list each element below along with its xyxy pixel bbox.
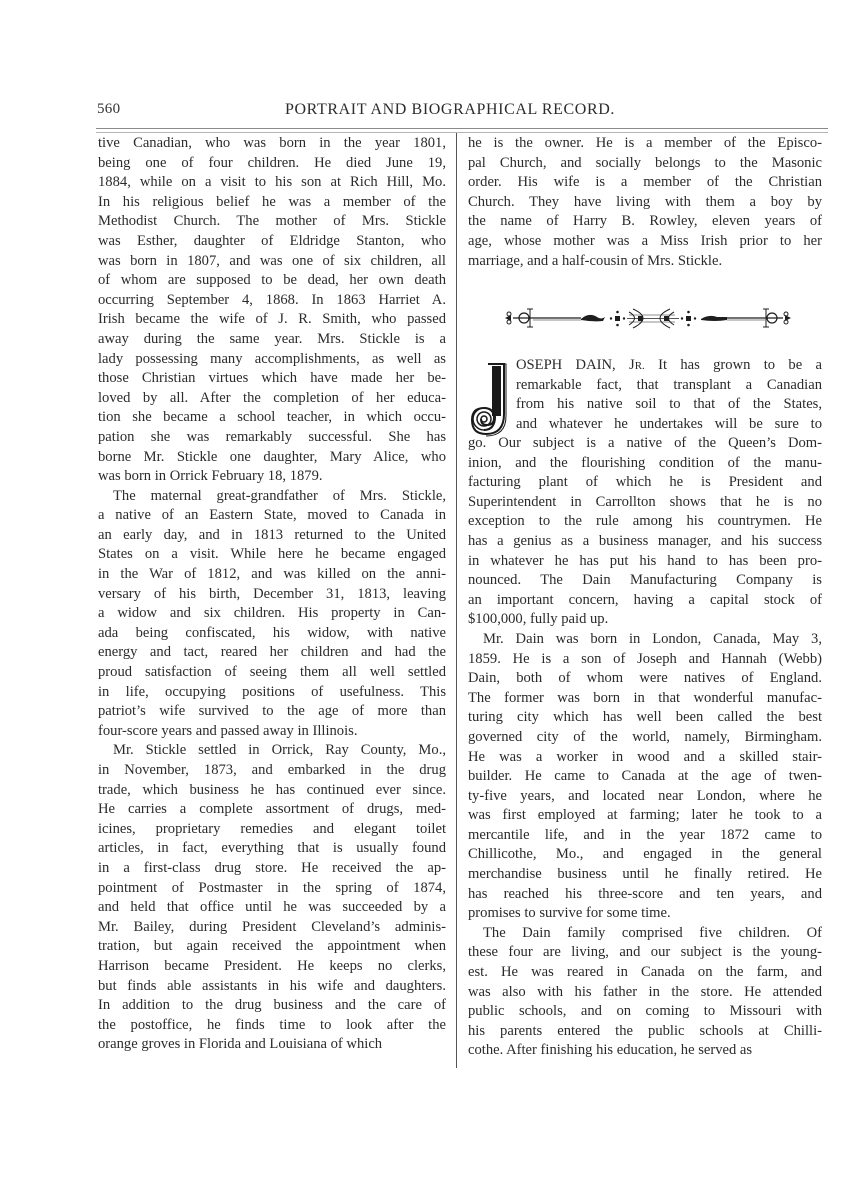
text-line: pal Church, and socially belongs to the Masonic	[468, 154, 822, 171]
text-line: in November, 1873, and embarked in the drug	[98, 762, 446, 778]
text-line: Irish became the wife of J. R. Smith, who passed	[98, 311, 446, 328]
text-line: in whatever he has put his hand to has been pro-	[468, 552, 822, 569]
text-line: Mr. Bailey, during President Cleveland’s adminis-	[98, 918, 446, 935]
suffix-initial: J	[629, 357, 635, 373]
text-line: icines, proprietary remedies and elegant toilet	[98, 820, 446, 837]
text-line: Mr. Stickle settled in Orrick, Ray County, Mo.,	[113, 742, 446, 759]
paragraph	[98, 134, 446, 487]
text-line: nounced. The Dain Manufacturing Company is	[468, 572, 822, 589]
first-line-text: It has grown to be a	[658, 357, 822, 373]
dropcap-wrapped-lines	[468, 376, 822, 435]
name-suffix	[629, 357, 645, 373]
page-number: 560	[97, 101, 121, 117]
text-line: inion, and the flourishing condition of the manu-	[468, 454, 822, 471]
text-line: was born in 1807, and was one of six children, all	[98, 252, 446, 269]
text-line: Church. They have living with them a boy by	[468, 193, 822, 210]
running-title: PORTRAIT AND BIOGRAPHICAL RECORD.	[285, 101, 615, 118]
text-line: away during the same year. Mrs. Stickle is a	[98, 330, 446, 347]
subject-name: OSEPH DAIN,	[516, 357, 616, 373]
text-line: occurring September 4, 1868. In 1863 Harriet A.	[98, 291, 446, 308]
text-line: tration, but again received the appointment when	[98, 938, 446, 955]
text-line: proud satisfaction of seeing them all well settled	[98, 664, 446, 681]
text-line: and whatever he undertakes will be sure to	[516, 415, 822, 432]
decorative-divider-icon	[503, 303, 793, 333]
text-line: merchandise business until he finally retired. He	[468, 866, 822, 883]
paragraph	[468, 134, 822, 271]
text-line: Chillicothe, Mo., and engaged in the general	[468, 846, 822, 863]
text-line: being one of four children. He died June 19,	[98, 154, 446, 171]
text-line: ty-five years, and located near London, where he	[468, 787, 822, 804]
text-line: was also with his father in the store. He attended	[468, 983, 822, 1000]
text-line: but finds able assistants in his wife and daughters.	[98, 977, 446, 994]
text-line: remarkable fact, that transplant a Canadian	[516, 376, 822, 393]
text-line: in a first-class drug store. He received the ap-	[98, 859, 446, 876]
text-line: In addition to the drug business and the care of	[98, 997, 446, 1014]
text-line: in the War of 1812, and was killed on the anni-	[98, 566, 446, 583]
paragraph	[468, 630, 822, 924]
text-line: those Christian virtues which have made her be-	[98, 370, 446, 387]
text-line: facturing plant of which he is President and	[468, 474, 822, 491]
text-line: States on a visit. While here he became engaged	[98, 546, 446, 563]
header-rule-secondary	[96, 132, 828, 133]
text-line: trade, which business he has continued ever since.	[98, 781, 446, 798]
text-line: has a genius as a business manager, and his success	[468, 532, 822, 549]
text-line: articles, in fact, everything that is usually found	[98, 840, 446, 857]
suffix-rest: R.	[634, 360, 645, 372]
paragraph	[468, 924, 822, 1061]
text-line: four-score years and passed away in Illinois.	[98, 722, 358, 739]
text-line: mercantile life, and in the year 1872 came to	[468, 826, 822, 843]
left-column	[98, 134, 446, 1055]
text-line: public schools, and on coming to Missouri with	[468, 1003, 822, 1020]
text-line: $100,000, fully paid up.	[468, 611, 609, 628]
text-line: promises to survive for some time.	[468, 905, 671, 922]
text-line: Dain, both of whom were natives of England.	[468, 670, 822, 687]
text-line: tive Canadian, who was born in the year 1801,	[98, 135, 446, 151]
text-line: was first employed at farming; later he took to a	[468, 807, 822, 824]
text-line: pointment of Postmaster in the spring of 1874,	[98, 879, 446, 896]
text-line: builder. He came to Canada at the age of twen-	[468, 768, 822, 785]
biography-opening	[468, 356, 822, 434]
text-line: order. His wife is a member of the Christian	[468, 174, 822, 191]
text-line: orange groves in Florida and Louisiana of which	[98, 1036, 383, 1053]
text-line: and held that office until he was succeeded by a	[98, 899, 446, 916]
text-line: exception to the rule among his countrymen. He	[468, 513, 822, 530]
text-line: In his religious belief he was a member of the	[98, 193, 446, 210]
text-line: the name of Harry B. Rowley, eleven years of	[468, 213, 822, 230]
text-line: 1884, while on a visit to his son at Rich Hill, Mo.	[98, 174, 446, 191]
text-line: a native of an Eastern State, moved to Canada in	[98, 507, 446, 524]
text-line: age, whose mother was a Miss Irish prior to her	[468, 232, 822, 249]
biography-first-line	[516, 356, 822, 376]
text-line: turing city which has well been called the best	[468, 709, 822, 726]
text-line: has reached his three-score and ten years, and	[468, 885, 822, 902]
text-line: est. He was reared in Canada on the farm, and	[468, 964, 822, 981]
paragraph	[98, 741, 446, 1055]
drop-cap-j-icon	[468, 362, 512, 438]
text-line: 1859. He is a son of Joseph and Hannah (Webb)	[468, 650, 822, 667]
paragraph	[98, 487, 446, 742]
text-line: a widow and six children. His property in Can-	[98, 605, 446, 622]
text-line: was born in Orrick February 18, 1879.	[98, 468, 323, 485]
text-line: he is the owner. He is a member of the Episco-	[468, 135, 822, 151]
text-line: Methodist Church. The mother of Mrs. Stickle	[98, 213, 446, 230]
column-divider	[456, 133, 457, 1068]
right-column-top	[468, 134, 822, 271]
text-line: his parents entered the public schools at Chilli-	[468, 1022, 822, 1039]
text-line: patriot’s wife survived to the age of more than	[98, 703, 446, 720]
text-line: the postoffice, he finds time to look after the	[98, 1016, 446, 1033]
text-line: tion she became a school teacher, in which occu-	[98, 409, 446, 426]
text-line: of whom are supposed to be dead, her own death	[98, 272, 446, 289]
text-line: Superintendent in Carrollton shows that he is no	[468, 493, 822, 510]
text-line: go. Our subject is a native of the Queen’s Dom-	[468, 435, 822, 451]
text-line: borne Mr. Stickle one daughter, Mary Alice, who	[98, 448, 446, 465]
text-line: pation she was remarkably successful. She has	[98, 428, 446, 445]
text-line: Harrison became President. He keeps no clerks,	[98, 957, 446, 974]
text-line: versary of his birth, December 31, 1813, leaving	[98, 585, 446, 602]
text-line: The former was born in that wonderful manufac-	[468, 689, 822, 706]
right-column-body	[468, 434, 822, 1061]
header-rule	[96, 128, 828, 129]
text-line: an important concern, having a capital stock of	[468, 591, 822, 608]
text-line: in life, occupying positions of usefulness. This	[98, 683, 446, 700]
text-line: these four are living, and our subject is the young-	[468, 944, 822, 961]
text-line: loved by all. After the completion of her educa-	[98, 389, 446, 406]
text-line: lady possessing many accomplishments, as well as	[98, 350, 446, 367]
paragraph	[468, 434, 822, 630]
text-line: The Dain family comprised five children. Of	[483, 924, 822, 941]
text-line: He carries a complete assortment of drugs, med-	[98, 801, 446, 818]
text-line: was Esther, daughter of Eldridge Stanton, who	[98, 232, 446, 249]
text-line: an early day, and in 1813 returned to the United	[98, 526, 446, 543]
text-line: ada being confiscated, his widow, with native	[98, 624, 446, 641]
page-header	[97, 101, 824, 123]
text-line: The maternal great-grandfather of Mrs. Stickle,	[113, 487, 446, 504]
text-line: Mr. Dain was born in London, Canada, May 3,	[483, 630, 822, 647]
text-line: energy and tact, reared her children and had the	[98, 644, 446, 661]
text-line: from his native soil to that of the States,	[516, 396, 822, 413]
text-line: marriage, and a half-cousin of Mrs. Stickle.	[468, 252, 723, 269]
text-line: He was a worker in wood and a skilled stair-	[468, 748, 822, 765]
text-line: governed city of the world, namely, Birmingham.	[468, 728, 822, 745]
text-line: cothe. After finishing his education, he served as	[468, 1042, 753, 1059]
